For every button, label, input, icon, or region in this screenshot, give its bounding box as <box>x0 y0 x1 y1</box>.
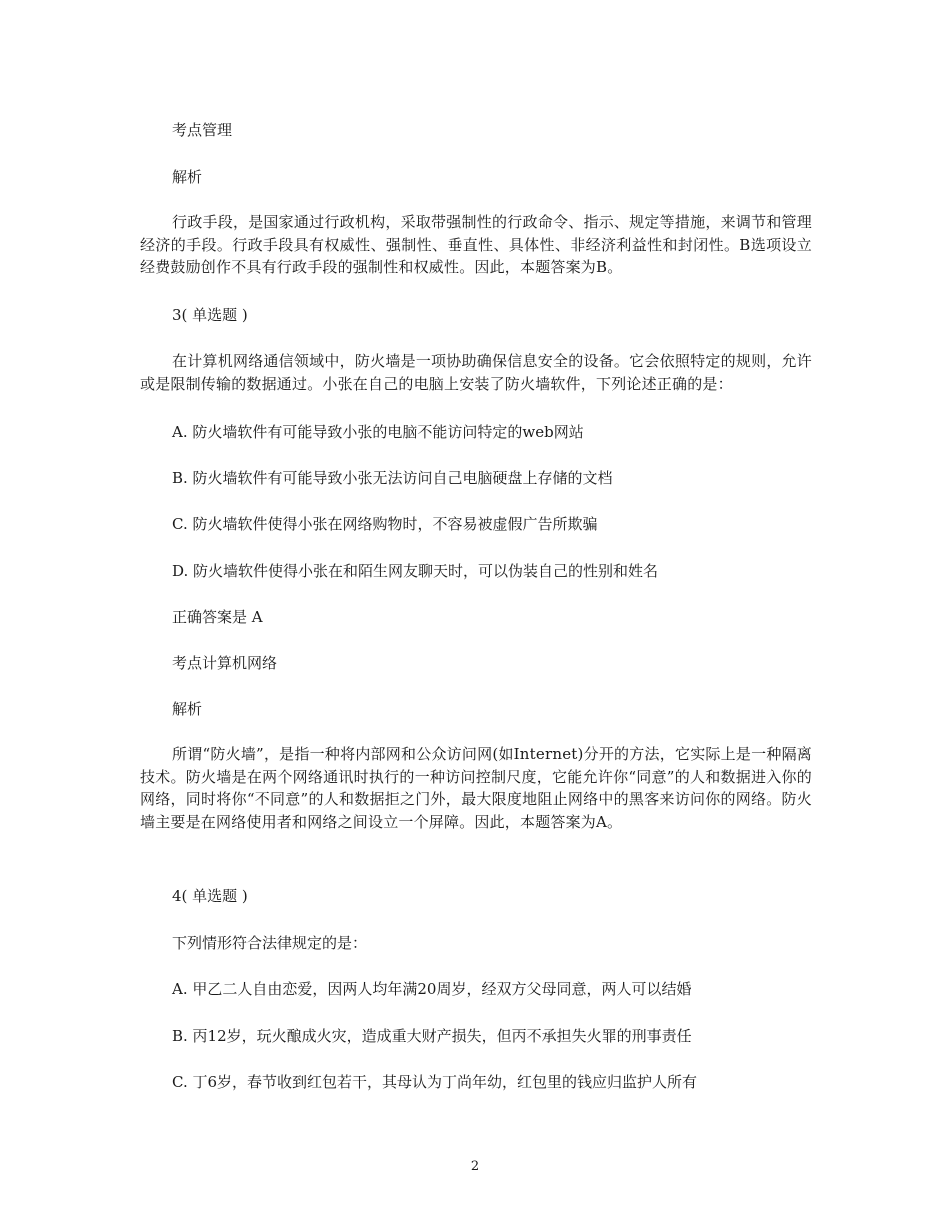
knowledge-point-management: 考点管理 <box>172 121 233 139</box>
question-4-stem: 下列情形符合法律规定的是： <box>172 934 368 952</box>
question-4-option-c: C. 丁6岁，春节收到红包若干，其母认为丁尚年幼，红包里的钱应归监护人所有 <box>172 1073 698 1091</box>
question-4-option-a: A. 甲乙二人自由恋爱，因两人均年满20周岁，经双方父母同意，两人可以结婚 <box>172 980 692 998</box>
question-3-answer: 正确答案是 A <box>172 608 263 626</box>
question-4-header: 4( 单选题 ) <box>172 887 248 905</box>
question-4-option-b: B. 丙12岁，玩火酿成火灾，造成重大财产损失，但丙不承担失火罪的刑事责任 <box>172 1027 692 1045</box>
question-3-knowledge-point: 考点计算机网络 <box>172 654 278 672</box>
question-3-analysis-paragraph: 所谓“防火墙”，是指一种将内部网和公众访问网(如Internet)分开的方法，它实际上是一种隔离技术。防火墙是在两个网络通讯时执行的一种访问控制尺度，它能允许你“同意”的人和数据进入你的网络，同时将你“不同意”的人和数据拒之门外，最大限度地阻止网络中的黑客来访问你的网络。防火墙主要是在网络使用者和网络之间设立一个屏障。因此，本题答案为A。 <box>140 745 812 831</box>
question-3-stem: 在计算机网络通信领域中，防火墙是一项协助确保信息安全的设备。它会依照特定的规则，允许或是限制传输的数据通过。小张在自己的电脑上安装了防火墙软件，下列论述正确的是： <box>140 352 812 393</box>
question-3-analysis-label: 解析 <box>172 700 203 718</box>
question-3-option-c: C. 防火墙软件使得小张在网络购物时，不容易被虚假广告所欺骗 <box>172 515 598 533</box>
question-3-option-d: D. 防火墙软件使得小张在和陌生网友聊天时，可以伪装自己的性别和姓名 <box>172 562 659 580</box>
analysis-label: 解析 <box>172 168 203 186</box>
question-3-option-b: B. 防火墙软件有可能导致小张无法访问自己电脑硬盘上存储的文档 <box>172 469 613 487</box>
question-3-header: 3( 单选题 ) <box>172 306 248 324</box>
question-3-option-a: A. 防火墙软件有可能导致小张的电脑不能访问特定的web网站 <box>172 423 584 441</box>
analysis-paragraph: 行政手段，是国家通过行政机构，采取带强制性的行政命令、指示、规定等措施，来调节和管理经济的手段。行政手段具有权威性、强制性、垂直性、具体性、非经济利益性和封闭性。B选项设立经费鼓励创作不具有行政手段的强制性和权威性。因此，本题答案为B。 <box>140 213 812 276</box>
page-number: 2 <box>470 1159 480 1174</box>
